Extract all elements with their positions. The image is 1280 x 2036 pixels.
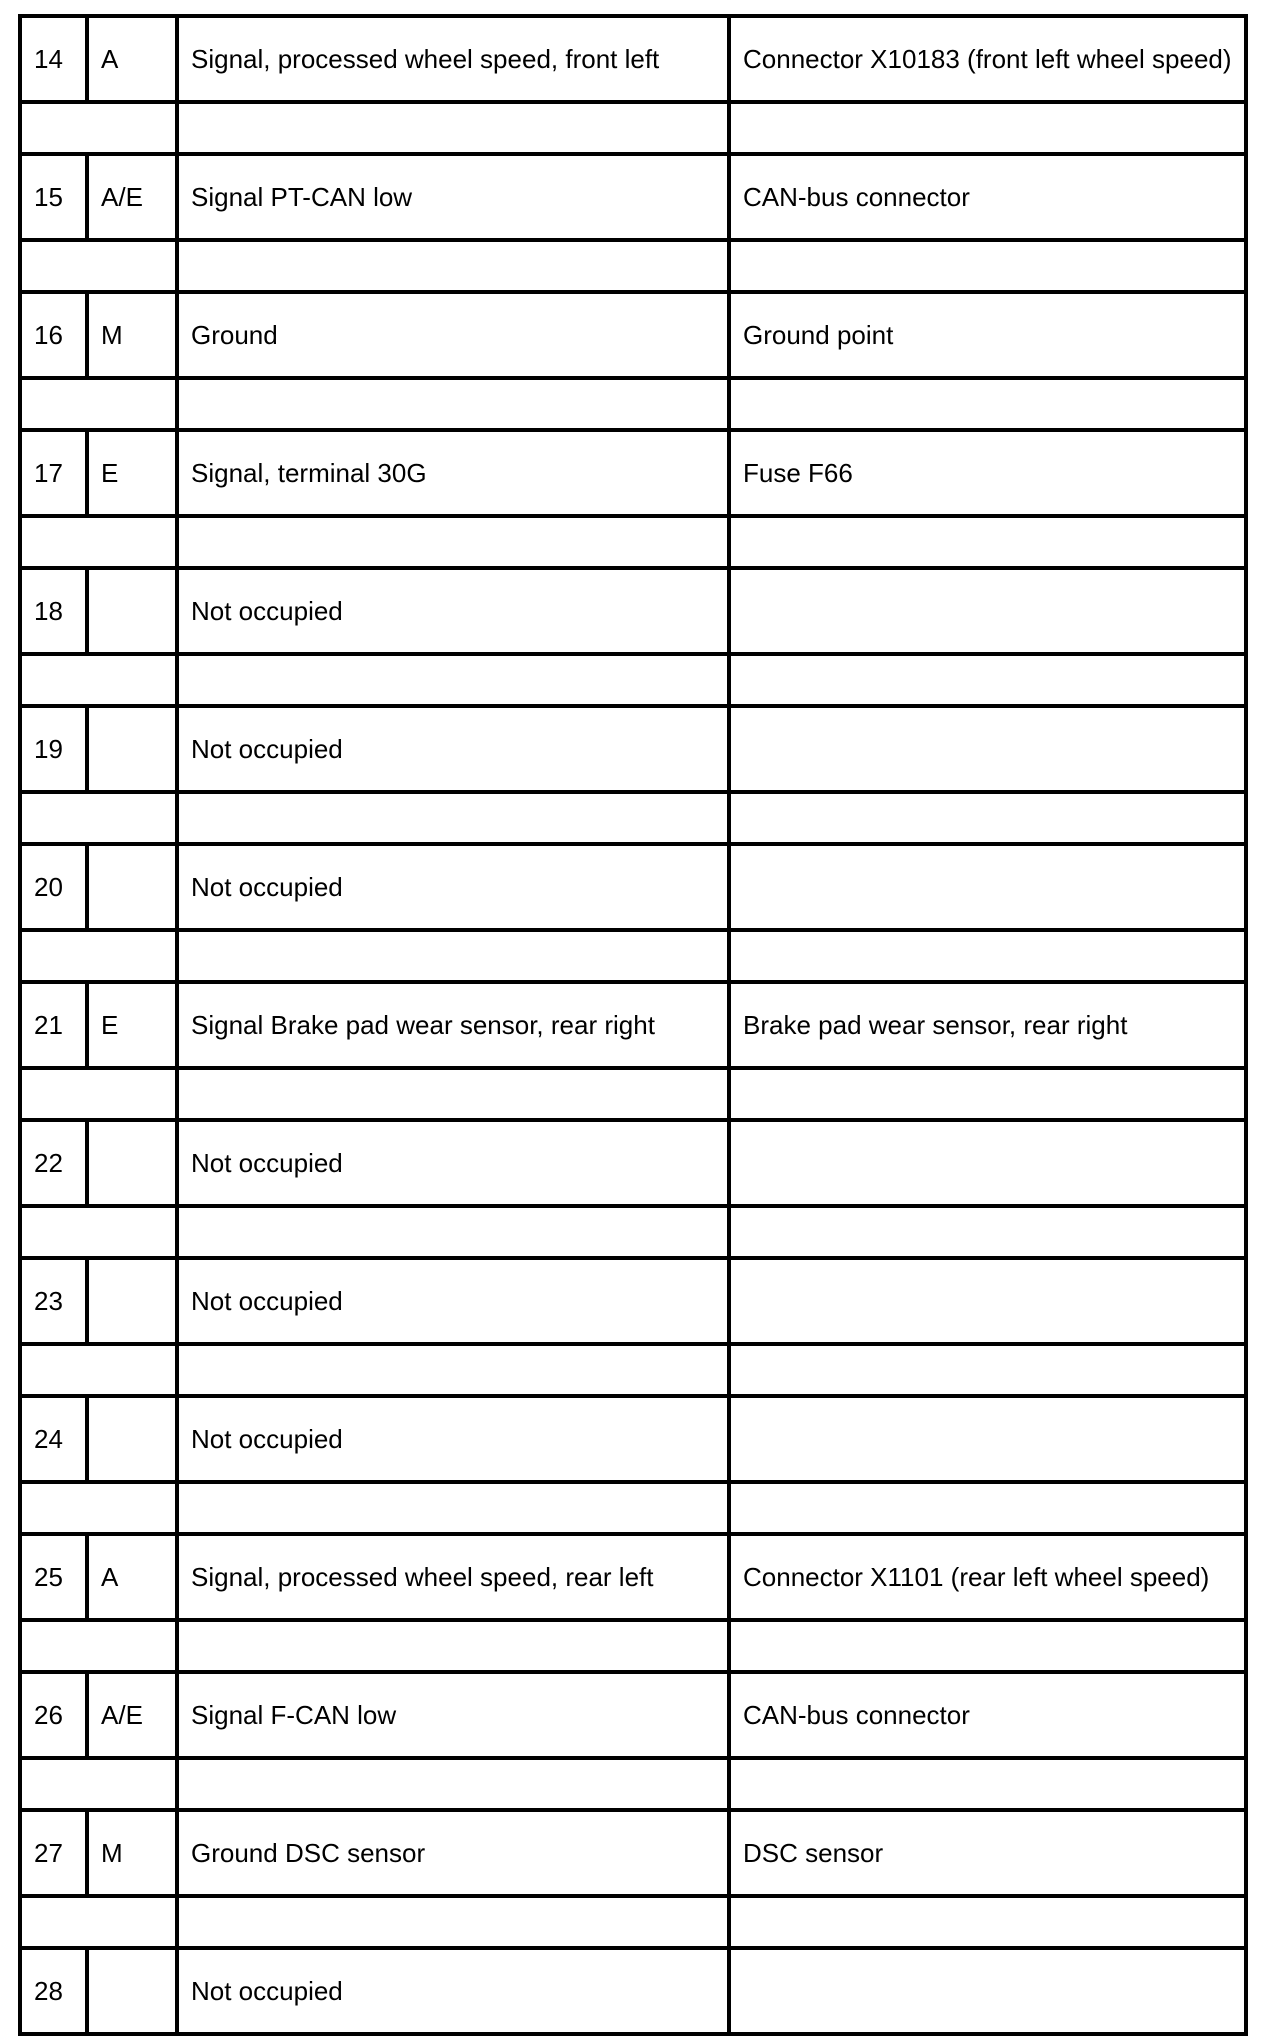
table-row xyxy=(20,1534,1246,1620)
table-row xyxy=(20,568,1246,654)
connection-cell xyxy=(729,1120,1246,1206)
spacer-cell xyxy=(177,1620,729,1672)
spacer-cell xyxy=(729,1482,1246,1534)
type-cell xyxy=(87,1258,177,1344)
description-cell: Signal Brake pad wear sensor, rear right xyxy=(177,982,729,1068)
spacer-cell xyxy=(177,1482,729,1534)
connection-cell: Connector X1101 (rear left wheel speed) xyxy=(729,1534,1246,1620)
description-cell: Signal, terminal 30G xyxy=(177,430,729,516)
pin-cell: 19 xyxy=(20,706,87,792)
spacer-row xyxy=(20,1068,1246,1120)
table-row xyxy=(20,1672,1246,1758)
spacer-cell xyxy=(20,1482,177,1534)
type-cell xyxy=(87,844,177,930)
pin-table-body xyxy=(20,16,1246,2034)
type-cell: A xyxy=(87,16,177,102)
table-row xyxy=(20,706,1246,792)
type-cell: E xyxy=(87,430,177,516)
description-cell: Not occupied xyxy=(177,1396,729,1482)
connection-cell: DSC sensor xyxy=(729,1810,1246,1896)
description-cell: Signal, processed wheel speed, front left xyxy=(177,16,729,102)
description-cell: Not occupied xyxy=(177,706,729,792)
type-cell xyxy=(87,1948,177,2034)
spacer-cell xyxy=(729,1068,1246,1120)
connection-cell: Ground point xyxy=(729,292,1246,378)
spacer-row xyxy=(20,240,1246,292)
spacer-cell xyxy=(20,1344,177,1396)
description-cell: Not occupied xyxy=(177,568,729,654)
table-row xyxy=(20,154,1246,240)
spacer-cell xyxy=(177,1344,729,1396)
pin-cell: 14 xyxy=(20,16,87,102)
spacer-row xyxy=(20,792,1246,844)
connection-cell xyxy=(729,1258,1246,1344)
pin-cell: 24 xyxy=(20,1396,87,1482)
type-cell: M xyxy=(87,292,177,378)
spacer-row xyxy=(20,1896,1246,1948)
table-row xyxy=(20,1396,1246,1482)
spacer-cell xyxy=(177,516,729,568)
spacer-cell xyxy=(729,792,1246,844)
table-row xyxy=(20,16,1246,102)
spacer-cell xyxy=(729,1620,1246,1672)
description-cell: Signal, processed wheel speed, rear left xyxy=(177,1534,729,1620)
description-cell: Ground xyxy=(177,292,729,378)
pin-cell: 25 xyxy=(20,1534,87,1620)
pin-cell: 21 xyxy=(20,982,87,1068)
spacer-cell xyxy=(20,1758,177,1810)
spacer-row xyxy=(20,930,1246,982)
connection-cell xyxy=(729,1396,1246,1482)
connection-cell: Connector X10183 (front left wheel speed) xyxy=(729,16,1246,102)
table-row xyxy=(20,1948,1246,2034)
spacer-cell xyxy=(729,1206,1246,1258)
spacer-cell xyxy=(729,1758,1246,1810)
spacer-row xyxy=(20,1206,1246,1258)
spacer-cell xyxy=(729,1344,1246,1396)
connection-cell: CAN-bus connector xyxy=(729,1672,1246,1758)
description-cell: Not occupied xyxy=(177,1948,729,2034)
spacer-cell xyxy=(177,1068,729,1120)
spacer-cell xyxy=(729,102,1246,154)
type-cell xyxy=(87,1120,177,1206)
spacer-row xyxy=(20,1482,1246,1534)
spacer-cell xyxy=(20,1620,177,1672)
table-row xyxy=(20,292,1246,378)
spacer-cell xyxy=(177,792,729,844)
type-cell: A/E xyxy=(87,154,177,240)
type-cell: E xyxy=(87,982,177,1068)
description-cell: Not occupied xyxy=(177,1120,729,1206)
spacer-cell xyxy=(177,240,729,292)
spacer-cell xyxy=(177,654,729,706)
connection-cell xyxy=(729,844,1246,930)
spacer-cell xyxy=(20,930,177,982)
pin-cell: 16 xyxy=(20,292,87,378)
pin-cell: 23 xyxy=(20,1258,87,1344)
spacer-row xyxy=(20,1344,1246,1396)
pin-cell: 20 xyxy=(20,844,87,930)
spacer-row xyxy=(20,378,1246,430)
pin-cell: 28 xyxy=(20,1948,87,2034)
spacer-cell xyxy=(177,1206,729,1258)
spacer-cell xyxy=(177,1896,729,1948)
pin-cell: 15 xyxy=(20,154,87,240)
pin-cell: 27 xyxy=(20,1810,87,1896)
type-cell xyxy=(87,706,177,792)
spacer-cell xyxy=(20,102,177,154)
spacer-row xyxy=(20,1620,1246,1672)
spacer-cell xyxy=(729,378,1246,430)
spacer-cell xyxy=(20,240,177,292)
spacer-cell xyxy=(729,516,1246,568)
spacer-cell xyxy=(729,654,1246,706)
spacer-cell xyxy=(177,1758,729,1810)
table-row xyxy=(20,430,1246,516)
pin-cell: 18 xyxy=(20,568,87,654)
table-row xyxy=(20,844,1246,930)
spacer-cell xyxy=(20,378,177,430)
connection-cell xyxy=(729,706,1246,792)
spacer-cell xyxy=(20,1896,177,1948)
type-cell xyxy=(87,568,177,654)
spacer-cell xyxy=(729,930,1246,982)
connection-cell: CAN-bus connector xyxy=(729,154,1246,240)
description-cell: Not occupied xyxy=(177,1258,729,1344)
spacer-cell xyxy=(729,1896,1246,1948)
table-row xyxy=(20,1810,1246,1896)
spacer-cell xyxy=(20,516,177,568)
type-cell xyxy=(87,1396,177,1482)
connection-cell: Fuse F66 xyxy=(729,430,1246,516)
connection-cell xyxy=(729,568,1246,654)
connection-cell: Brake pad wear sensor, rear right xyxy=(729,982,1246,1068)
spacer-row xyxy=(20,516,1246,568)
spacer-cell xyxy=(177,930,729,982)
type-cell: M xyxy=(87,1810,177,1896)
type-cell: A xyxy=(87,1534,177,1620)
description-cell: Signal F-CAN low xyxy=(177,1672,729,1758)
description-cell: Ground DSC sensor xyxy=(177,1810,729,1896)
spacer-cell xyxy=(20,792,177,844)
pin-cell: 22 xyxy=(20,1120,87,1206)
description-cell: Not occupied xyxy=(177,844,729,930)
spacer-row xyxy=(20,102,1246,154)
spacer-cell xyxy=(20,654,177,706)
spacer-cell xyxy=(177,102,729,154)
table-row xyxy=(20,1120,1246,1206)
description-cell: Signal PT-CAN low xyxy=(177,154,729,240)
connection-cell xyxy=(729,1948,1246,2034)
spacer-row xyxy=(20,1758,1246,1810)
spacer-row xyxy=(20,654,1246,706)
table-row xyxy=(20,1258,1246,1344)
pin-assignment-table xyxy=(18,14,1248,2036)
spacer-cell xyxy=(20,1206,177,1258)
type-cell: A/E xyxy=(87,1672,177,1758)
pin-cell: 17 xyxy=(20,430,87,516)
spacer-cell xyxy=(729,240,1246,292)
spacer-cell xyxy=(20,1068,177,1120)
pin-cell: 26 xyxy=(20,1672,87,1758)
table-row xyxy=(20,982,1246,1068)
spacer-cell xyxy=(177,378,729,430)
